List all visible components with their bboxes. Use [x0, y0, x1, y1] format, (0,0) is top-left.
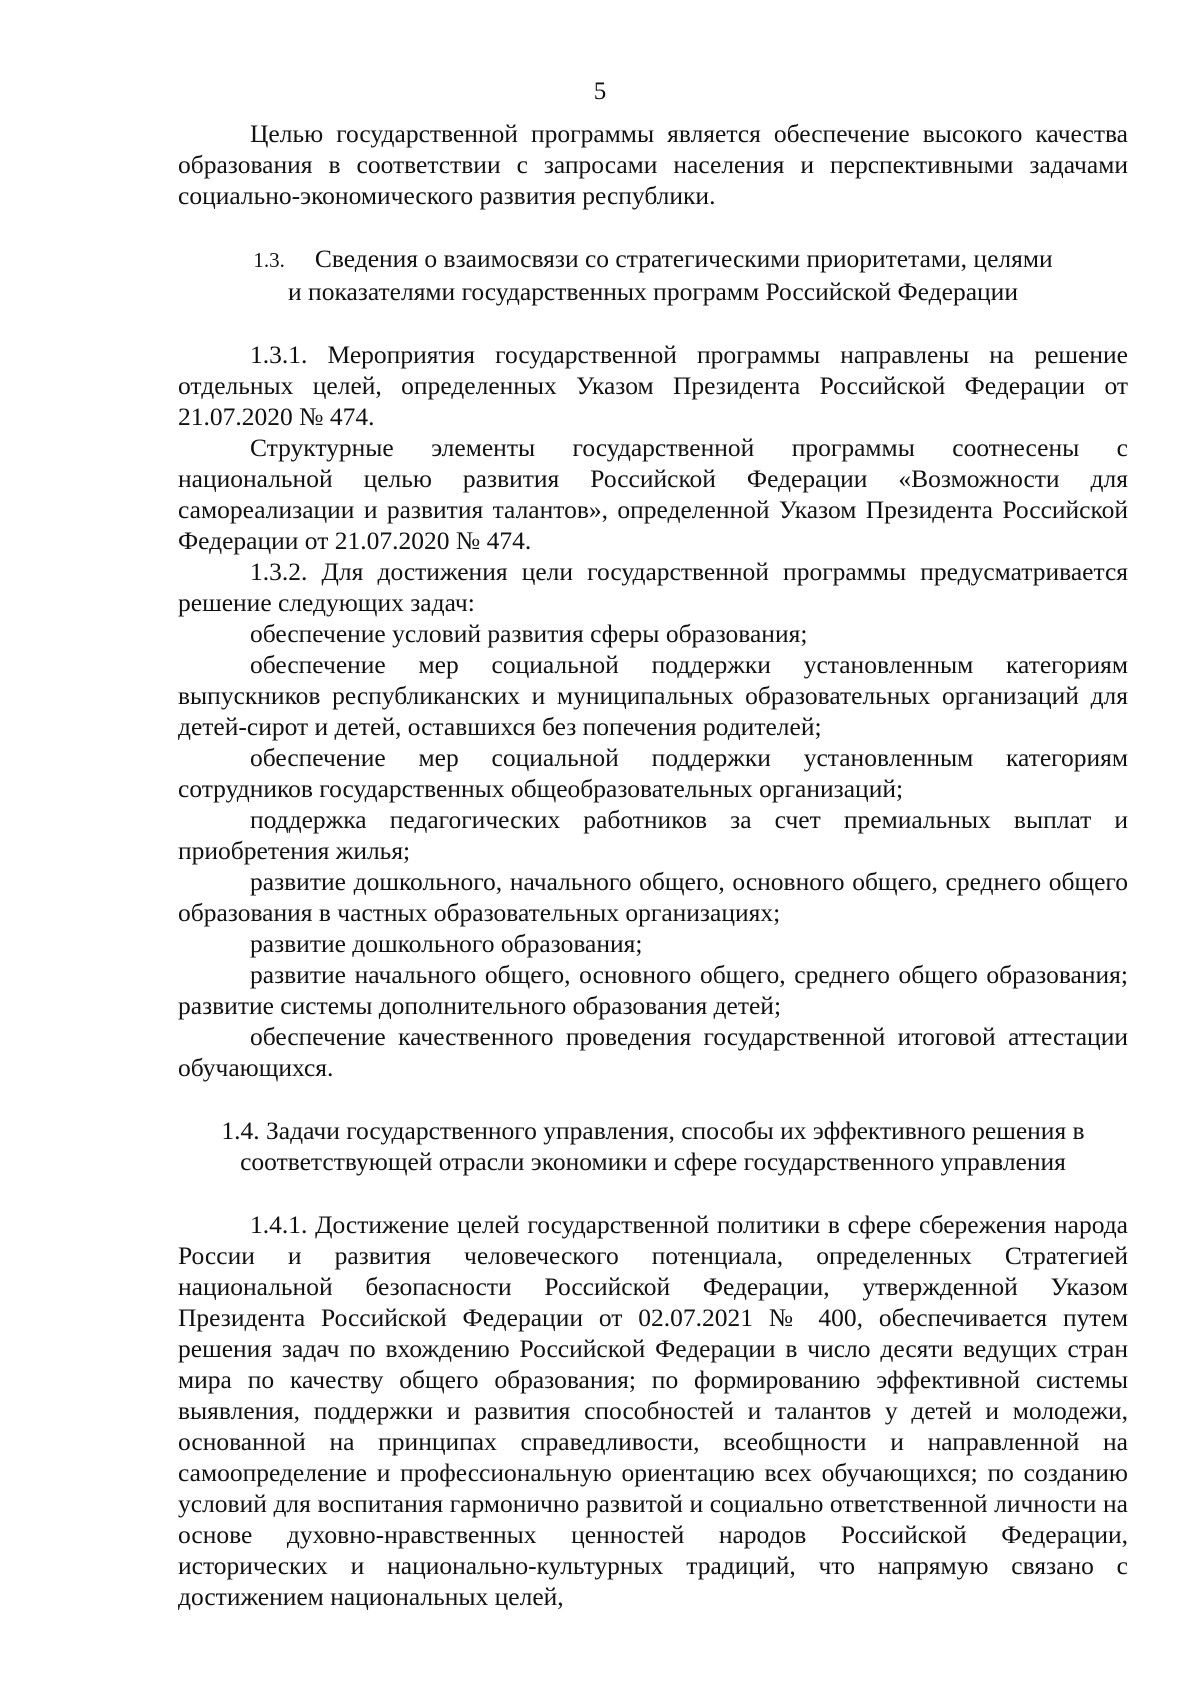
task-item: обеспечение мер социальной поддержки установленным категориям выпускников республиканских и муниципальных образовательных организаций для детей-сирот и детей, оставшихся без попечения родителей; — [178, 650, 1128, 741]
section-heading-1-4-line2: соответствующей отрасли экономики и сфере государственного управления — [240, 1147, 1066, 1176]
section-heading-1-3 — [178, 243, 1128, 307]
document-body — [178, 118, 1128, 1612]
section-heading-1-4 — [178, 1115, 1128, 1177]
section-heading-1-3-line1 — [178, 243, 1128, 276]
task-item: поддержка педагогических работников за счет премиальных выплат и приобретения жилья; — [178, 805, 1128, 865]
task-item: обеспечение мер социальной поддержки установленным категориям сотрудников государственных общеобразовательных организаций; — [178, 743, 1128, 803]
paragraph-1-3-2: 1.3.2. Для достижения цели государственной программы предусматривается решение следующих задач: — [178, 557, 1128, 617]
paragraph-1-3-1: 1.3.1. Мероприятия государственной программы направлены на решение отдельных целей, определенных Указом Президента Российской Федерации от 21.07.2020 № 474. — [178, 340, 1128, 431]
paragraph-1-4-1: 1.4.1. Достижение целей государственной политики в сфере сбережения народа России и развития человеческого потенциала, определенных Стратегией национальной безопасности Российской Федерации, утвержденной Указом Президента Российской Федерации от 02.07.2021 № 400, обеспечивается путем решения задач по вхождению Российской Федерации в число десяти ведущих стран мира по качеству общего образования; по формированию эффективной системы выявления, поддержки и развития способностей и талантов у детей и молодежи, основанной на принципах справедливости, всеобщности и направленной на самоопределение и профессиональную ориентацию всех обучающихся; по созданию условий для воспитания гармонично развитой и социально ответственной личности на основе духовно-нравственных ценностей народов Российской Федерации, исторических и национально-культурных традиций, что напрямую связано с достижением национальных целей, — [178, 1210, 1128, 1611]
task-item: обеспечение качественного проведения государственной итоговой аттестации обучающихся. — [178, 1022, 1128, 1082]
paragraph-goal: Целью государственной программы является обеспечение высокого качества образования в соответствии с запросами населения и перспективными задачами социально-экономического развития республики. — [178, 119, 1128, 210]
task-item: развитие начального общего, основного общего, среднего общего образования; развитие системы дополнительного образования детей; — [178, 960, 1128, 1020]
page-number: 5 — [593, 78, 607, 105]
task-item: развитие дошкольного, начального общего, основного общего, среднего общего образования в частных образовательных организациях; — [178, 867, 1128, 927]
section-heading-1-4-line1: 1.4. Задачи государственного управления, способы их эффективного решения в — [221, 1116, 1085, 1145]
task-item: развитие дошкольного образования; — [250, 929, 643, 958]
task-item: обеспечение условий развития сферы образования; — [250, 619, 808, 648]
section-number-1-3: 1.3. — [253, 248, 285, 272]
section-heading-1-3-line2: и показателями государственных программ Российской Федерации — [288, 277, 1018, 306]
paragraph-structural-elements: Структурные элементы государственной программы соотнесены с национальной целью развития Российской Федерации «Возможности для самореализации и развития талантов», определенной Указом Президента Российской Федерации от 21.07.2020 № 474. — [178, 433, 1128, 555]
section-heading-1-3-text: Сведения о взаимосвязи со стратегическими приоритетами, целями — [314, 244, 1053, 273]
